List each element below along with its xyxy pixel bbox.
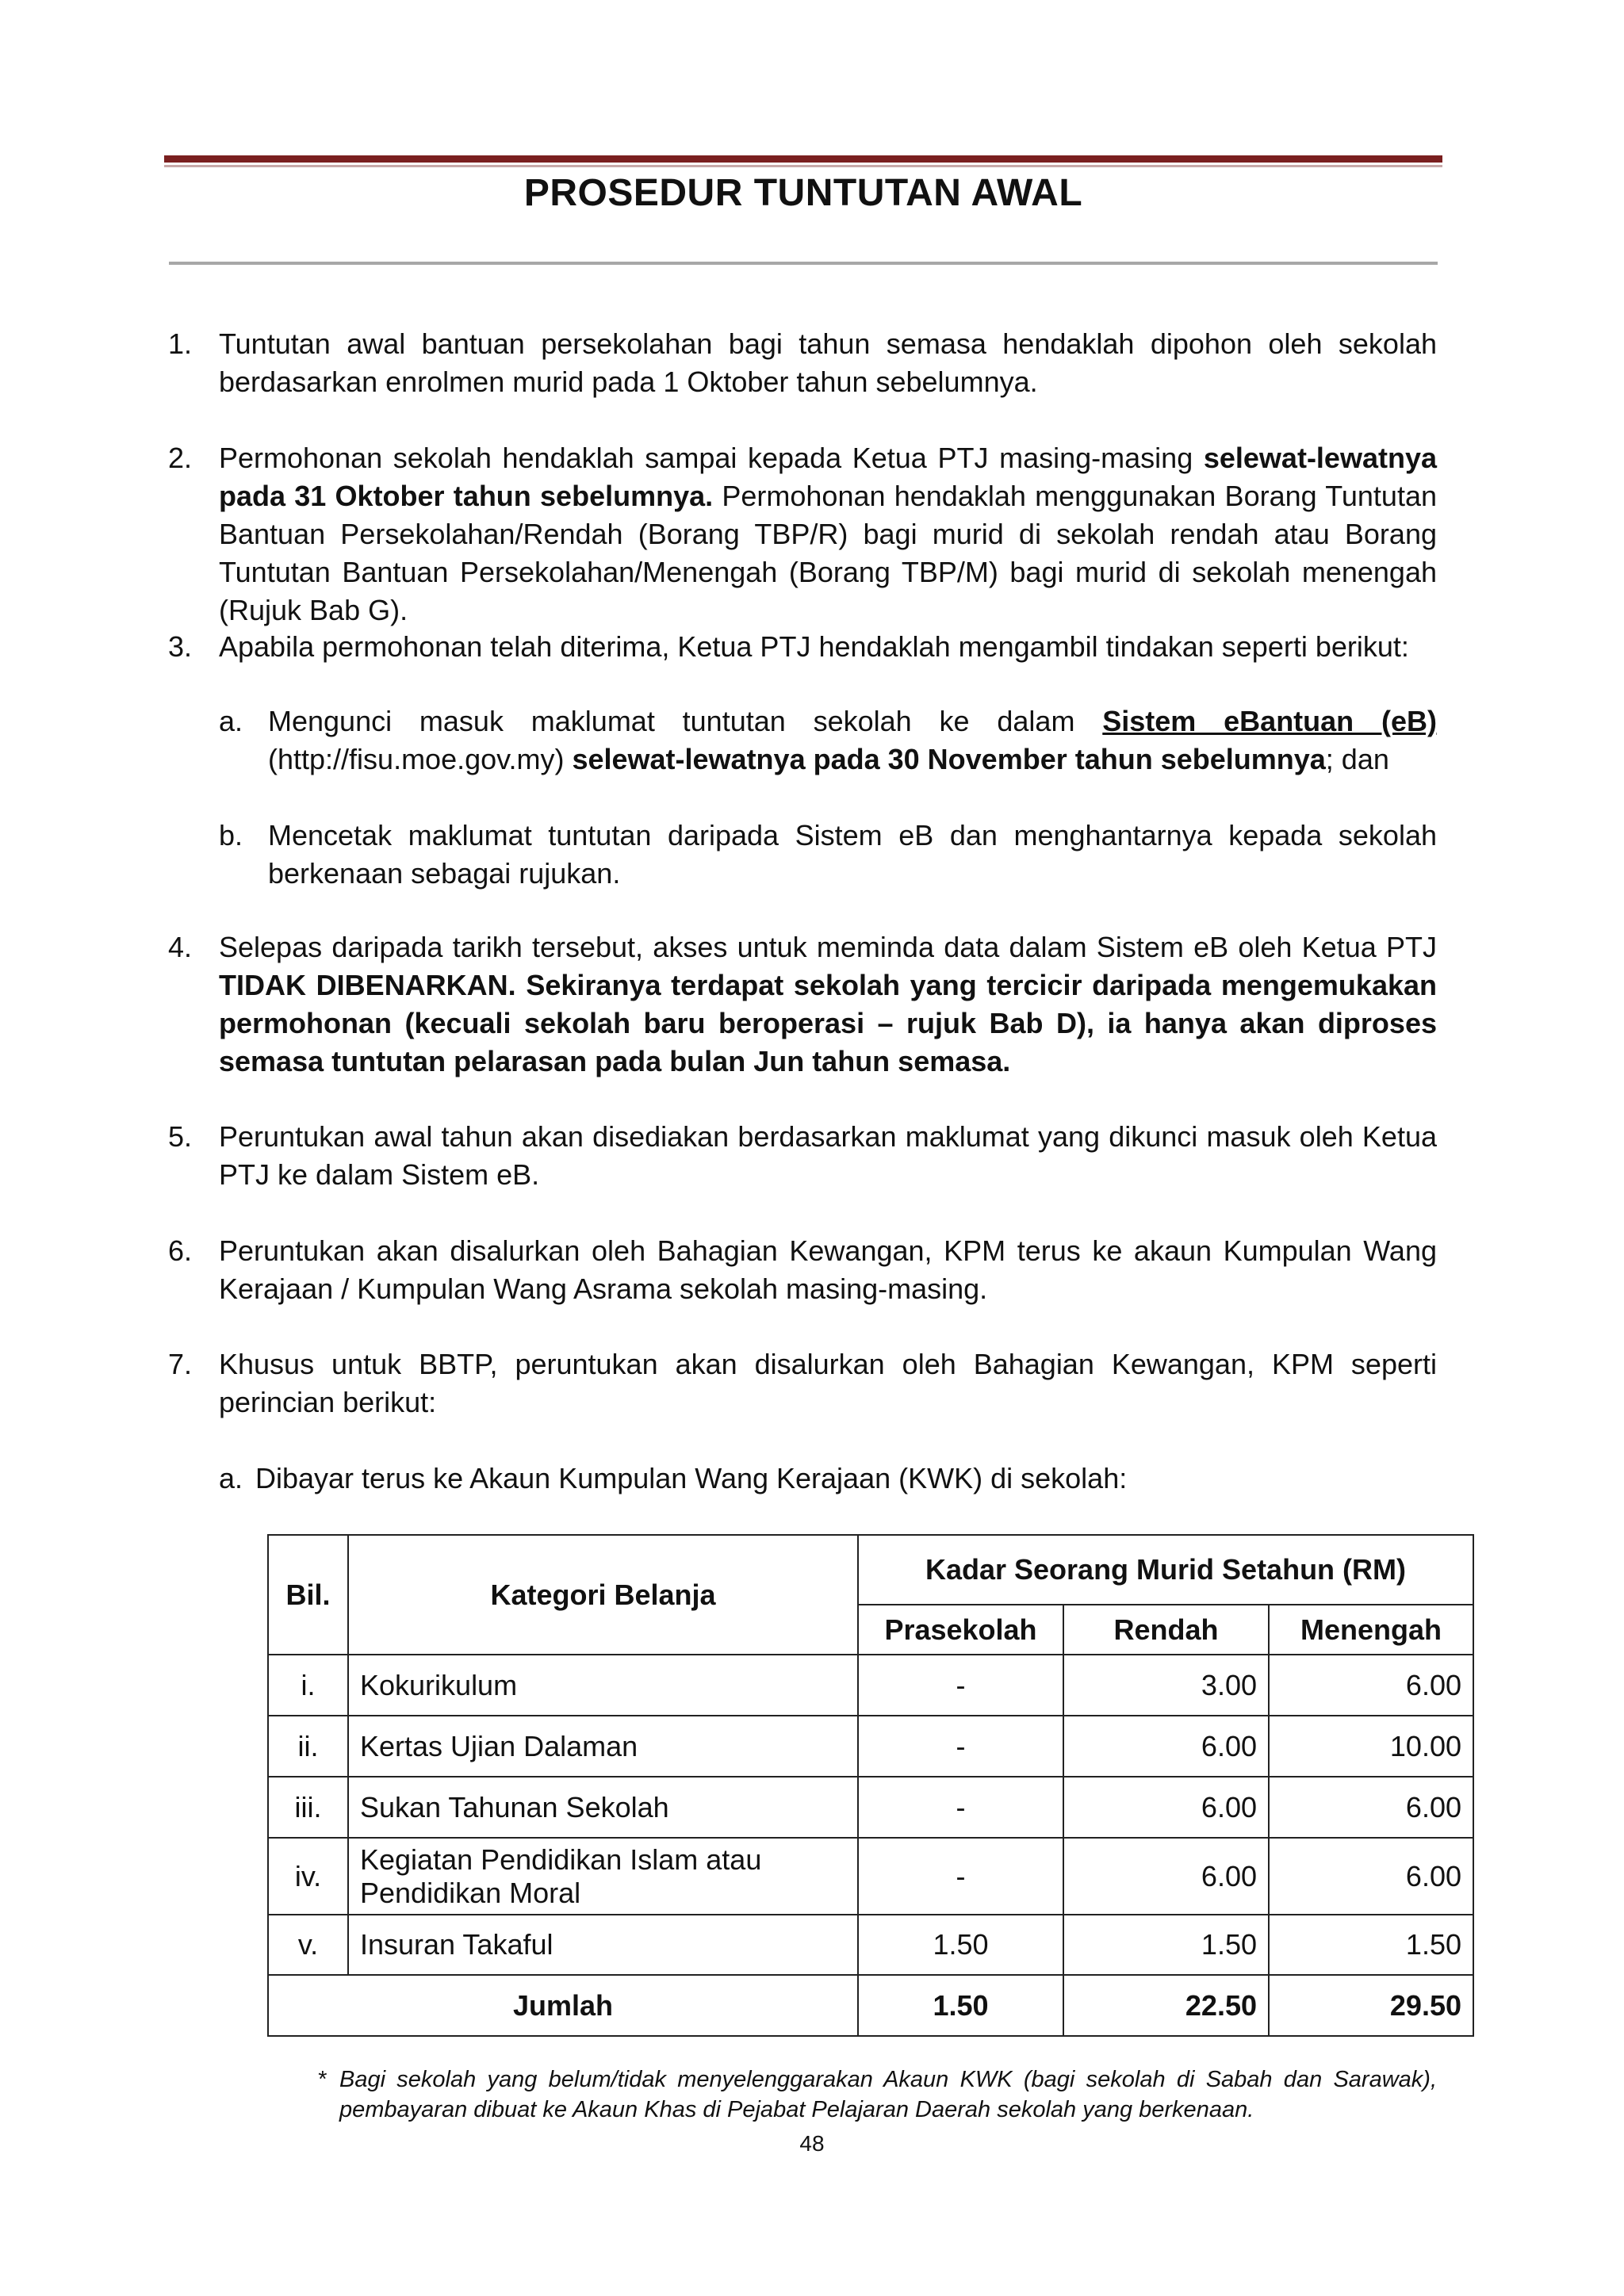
item-1-number: 1. <box>168 327 193 360</box>
item-2 <box>168 439 1437 629</box>
item-6-number: 6. <box>168 1234 193 1267</box>
cell-bil: iii. <box>268 1777 348 1838</box>
item-1-text: Tuntutan awal bantuan persekolahan bagi tahun semasa hendaklah dipohon oleh sekolah berdasarkan enrolmen murid pada 1 Oktober tahun sebelumnya. <box>219 327 1437 398</box>
title-divider <box>169 262 1438 265</box>
table-total-row <box>268 1975 1473 2036</box>
cell-kategori: Insuran Takaful <box>348 1915 858 1975</box>
col-header-menengah: Menengah <box>1269 1605 1473 1655</box>
cell-menengah: 6.00 <box>1269 1838 1473 1915</box>
cell-bil: v. <box>268 1915 348 1975</box>
item-3a-text <box>268 702 1437 779</box>
item-3a-letter: a. <box>219 705 243 737</box>
cell-kategori: Kertas Ujian Dalaman <box>348 1716 858 1777</box>
total-rendah: 22.50 <box>1063 1975 1269 2036</box>
item-2-text-part: Permohonan hendaklah menggunakan Borang Tuntutan Bantuan Persekolahan/Rendah (Borang TBP/R) bagi murid di sekolah rendah atau Borang Tuntutan Bantuan Persekolahan/Menengah (Borang TBP/M) bagi murid di sekolah menengah (Rujuk Bab G). <box>219 480 1437 626</box>
table-row <box>268 1655 1473 1716</box>
item-3a <box>219 702 1437 779</box>
rates-table <box>267 1534 1474 2037</box>
item-3a-text-part: ; dan <box>1325 743 1389 775</box>
col-header-kategori: Kategori Belanja <box>348 1535 858 1655</box>
item-3-number: 3. <box>168 630 193 663</box>
item-3a-deadline: selewat-lewatnya pada 30 November tahun sebelumnya <box>572 743 1326 775</box>
item-7a-text: Dibayar terus ke Akaun Kumpulan Wang Kerajaan (KWK) di sekolah: <box>255 1462 1128 1494</box>
cell-rendah: 6.00 <box>1063 1777 1269 1838</box>
cell-kategori-line: Kegiatan Pendidikan Islam atau <box>360 1843 762 1876</box>
item-3a-text-part: Mengunci masuk maklumat tuntutan sekolah ke dalam <box>268 705 1103 737</box>
table-row <box>268 1838 1473 1915</box>
cell-kategori: Kokurikulum <box>348 1655 858 1716</box>
item-7a <box>219 1460 1437 1498</box>
cell-prasekolah: - <box>858 1777 1063 1838</box>
item-2-text <box>219 439 1437 629</box>
item-6-text: Peruntukan akan disalurkan oleh Bahagian Kewangan, KPM terus ke akaun Kumpulan Wang Kerajaan / Kumpulan Wang Asrama sekolah masing-masing. <box>219 1234 1437 1305</box>
item-3a-url: (http://fisu.moe.gov.my) <box>268 743 573 775</box>
footnote-text: Bagi sekolah yang belum/tidak menyelenggarakan Akaun KWK (bagi sekolah di Sabah dan Sarawak), pembayaran dibuat ke Akaun Khas di Pejabat Pelajaran Daerah sekolah yang berkenaan. <box>339 2067 1437 2122</box>
item-2-deadline: selewat-lewatnya pada 31 Oktober tahun sebelumnya. <box>219 442 1437 512</box>
item-7-number: 7. <box>168 1348 193 1380</box>
total-label: Jumlah <box>268 1975 858 2036</box>
item-5 <box>168 1118 1437 1194</box>
cell-kategori-line: Pendidikan Moral <box>360 1876 581 1909</box>
sistem-ebantuan-link[interactable]: Sistem eBantuan (eB) <box>1102 705 1438 737</box>
footnote-marker: * <box>317 2067 327 2092</box>
item-1 <box>168 325 1437 401</box>
table-row <box>268 1716 1473 1777</box>
item-4-text-part: Selepas daripada tarikh tersebut, akses untuk meminda data dalam Sistem eB oleh Ketua PTJ <box>219 931 1437 963</box>
cell-menengah: 10.00 <box>1269 1716 1473 1777</box>
cell-prasekolah: - <box>858 1655 1063 1716</box>
item-3b <box>219 817 1437 893</box>
col-header-rendah: Rendah <box>1063 1605 1269 1655</box>
item-2-text-part: Permohonan sekolah hendaklah sampai kepada Ketua PTJ masing-masing <box>219 442 1204 474</box>
cell-bil: ii. <box>268 1716 348 1777</box>
item-5-text: Peruntukan awal tahun akan disediakan berdasarkan maklumat yang dikunci masuk oleh Ketua PTJ ke dalam Sistem eB. <box>219 1120 1437 1191</box>
item-6 <box>168 1232 1437 1308</box>
cell-rendah: 1.50 <box>1063 1915 1269 1975</box>
cell-rendah: 6.00 <box>1063 1716 1269 1777</box>
cell-kategori <box>348 1838 858 1915</box>
total-menengah: 29.50 <box>1269 1975 1473 2036</box>
item-7 <box>168 1345 1437 1422</box>
item-4-warning: TIDAK DIBENARKAN. Sekiranya terdapat sekolah yang tercicir daripada mengemukakan permohonan (kecuali sekolah baru beroperasi – rujuk Bab D), ia hanya akan diproses semasa tuntutan pelarasan pada bulan Jun tahun semasa. <box>219 969 1437 1077</box>
item-3b-text: Mencetak maklumat tuntutan daripada Sistem eB dan menghantarnya kepada sekolah berkenaan sebagai rujukan. <box>268 819 1437 890</box>
table-row <box>268 1915 1473 1975</box>
item-7-text: Khusus untuk BBTP, peruntukan akan disalurkan oleh Bahagian Kewangan, KPM seperti perincian berikut: <box>219 1348 1437 1418</box>
cell-rendah: 6.00 <box>1063 1838 1269 1915</box>
total-prasekolah: 1.50 <box>858 1975 1063 2036</box>
cell-menengah: 6.00 <box>1269 1777 1473 1838</box>
table-row <box>268 1777 1473 1838</box>
item-3b-letter: b. <box>219 819 243 851</box>
cell-menengah: 1.50 <box>1269 1915 1473 1975</box>
col-header-prasekolah: Prasekolah <box>858 1605 1063 1655</box>
item-4-number: 4. <box>168 931 193 963</box>
page-title: PROSEDUR TUNTUTAN AWAL <box>523 172 1083 214</box>
table-header-row <box>268 1535 1473 1605</box>
cell-bil: iv. <box>268 1838 348 1915</box>
item-4-text <box>219 928 1437 1081</box>
header-rule-thin <box>164 165 1442 167</box>
item-2-number: 2. <box>168 442 193 474</box>
cell-prasekolah: - <box>858 1716 1063 1777</box>
item-5-number: 5. <box>168 1120 193 1153</box>
cell-menengah: 6.00 <box>1269 1655 1473 1716</box>
header-rule-thick <box>164 155 1442 163</box>
item-7a-letter: a. <box>219 1462 243 1494</box>
cell-prasekolah: - <box>858 1838 1063 1915</box>
footnote <box>317 2064 1437 2125</box>
cell-prasekolah: 1.50 <box>858 1915 1063 1975</box>
item-3 <box>168 628 1437 666</box>
col-header-bil: Bil. <box>268 1535 348 1655</box>
item-4 <box>168 928 1437 1081</box>
page-number: 48 <box>799 2131 825 2156</box>
item-3-text: Apabila permohonan telah diterima, Ketua PTJ hendaklah mengambil tindakan seperti berikut: <box>219 630 1409 663</box>
cell-kategori: Sukan Tahunan Sekolah <box>348 1777 858 1838</box>
cell-bil: i. <box>268 1655 348 1716</box>
cell-rendah: 3.00 <box>1063 1655 1269 1716</box>
col-header-group-rate: Kadar Seorang Murid Setahun (RM) <box>858 1535 1473 1605</box>
